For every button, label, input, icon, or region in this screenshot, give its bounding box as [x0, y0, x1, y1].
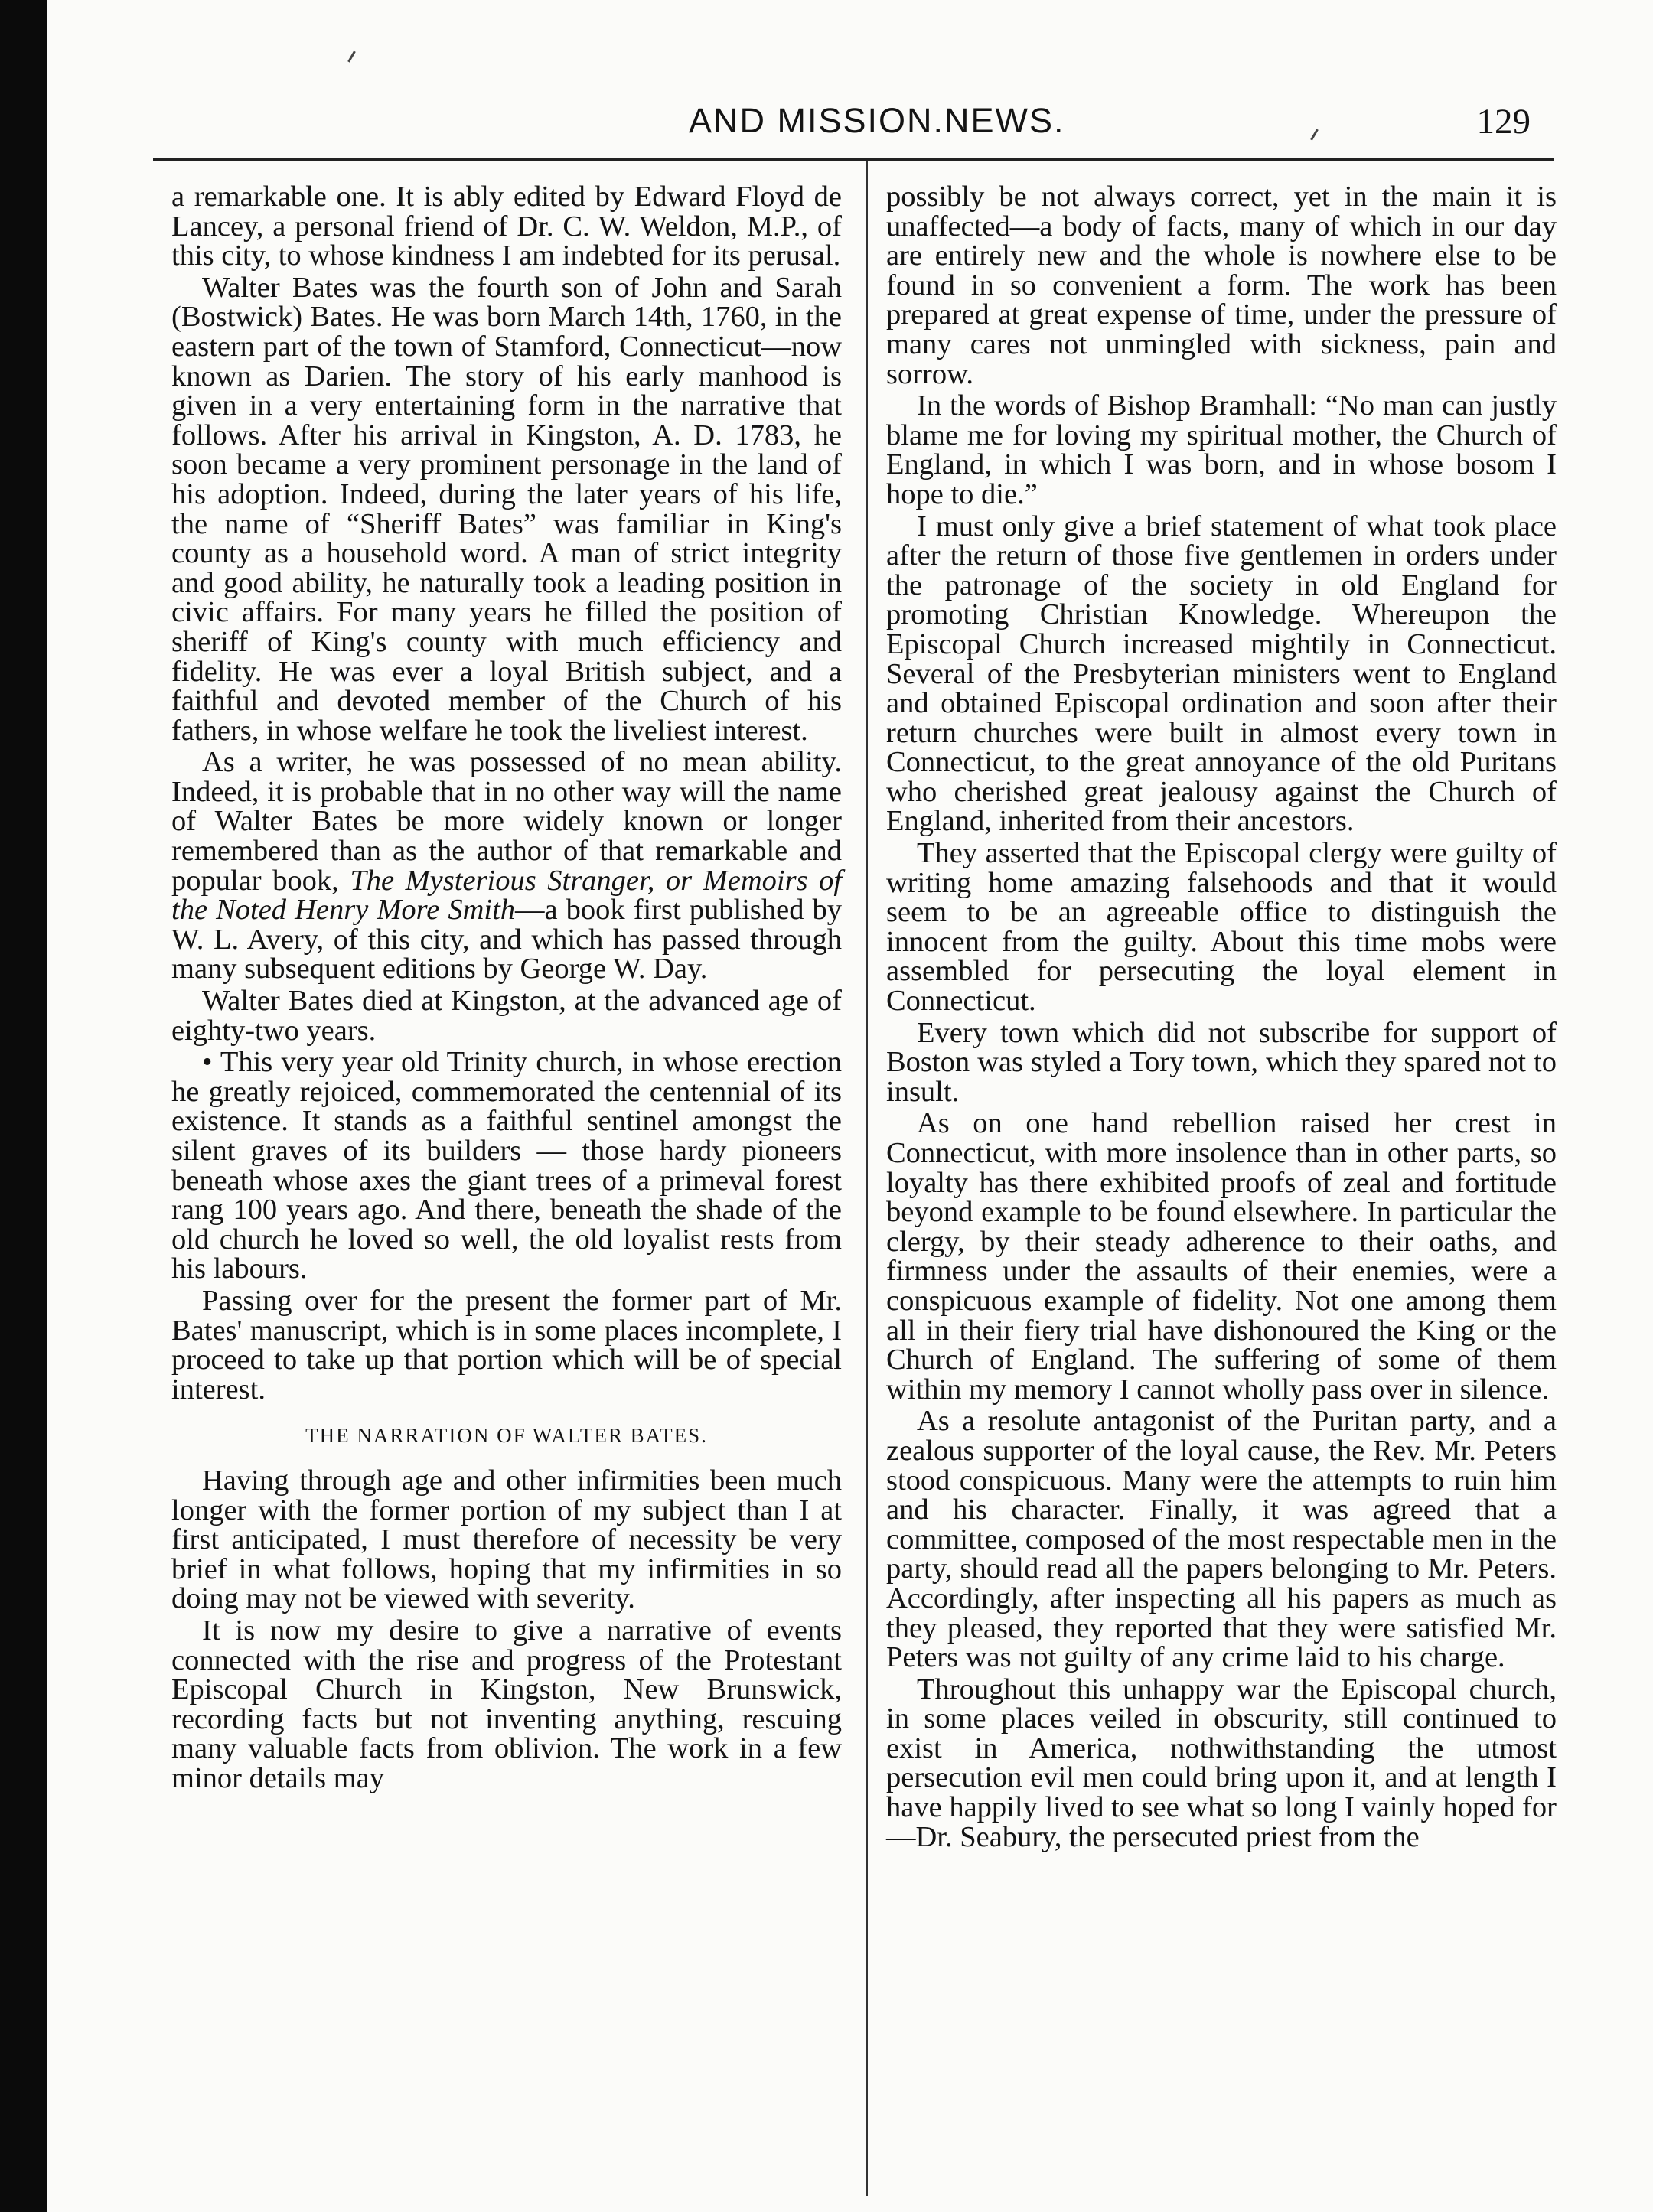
paragraph: Having through age and other infirmities been much longer with the former portion of my subject than I at first anticipated, I must therefore of necessity be very brief in what follows, hoping that my infirmities in so doing may not be viewed with severity.	[171, 1464, 842, 1615]
paragraph: possibly be not always correct, yet in the main it is unaffected—a body of facts, many of which in our day are entirely new and the whole is nowhere else to be found in so convenient a form. The work has been prepared at great expense of time, under the pressure of many cares not unmingled with sickness, pain and sorrow.	[886, 181, 1557, 390]
paragraph: It is now my desire to give a narrative of events connected with the rise and progress of the Protestant Episcopal Church in Kingston, New Brunswick, recording facts but not inventing anything, rescuing many valuable facts from oblivion. The work in a few minor details may	[171, 1614, 842, 1794]
paragraph: Walter Bates was the fourth son of John and Sarah (Bostwick) Bates. He was born March 14th, 1760, in the eastern part of the town of Stamford, Connecticut—now known as Darien. The story of his early manhood is given in a very entertaining form in the narrative that follows. After his arrival in Kingston, A. D. 1783, he soon became a very prominent personage in the land of his adoption. Indeed, during the later years of his life, the name of “Sheriff Bates” was familiar in King's county as a household word. A man of strict integrity and good ability, he naturally took a leading position in civic affairs. For many years he filled the position of sheriff of King's county with much efficiency and fidelity. He was ever a loyal British subject, and a faithful and devoted member of the Church of his fathers, in whose welfare he took the liveliest interest.	[171, 271, 842, 747]
paragraph: In the words of Bishop Bramhall: “No man can justly blame me for loving my spiritual mother, the Church of England, in which I was born, and in whose bosom I hope to die.”	[886, 389, 1557, 510]
running-head-title: AND MISSION.NEWS.	[689, 101, 1065, 140]
scan-binding-edge	[0, 0, 47, 2212]
paragraph: I must only give a brief statement of what took place after the return of those five gentlemen in orders under the patronage of the society in old England for promoting Christian Knowledge. Whereupon the Episcopal Church increased mightily in Connecticut. Several of the Presbyterian ministers went to England and obtained Episcopal ordination and soon after their return churches were built in almost every town in Connecticut, to the great annoyance of the old Puritans who cherished great jealousy against the Church of England, inherited from their ancestors.	[886, 510, 1557, 838]
paragraph-text: As a writer, he was possessed of no mean ability. Indeed, it is probable that in no other way will the name of Walter Bates be more widely known or longer remembered than as the author of that remarkable and popular book,	[171, 746, 842, 897]
paragraph: Every town which did not subscribe for support of Boston was styled a Tory town, which they spared not to insult.	[886, 1016, 1557, 1108]
column-divider	[866, 161, 868, 2196]
header-rule	[153, 158, 1554, 161]
paragraph: As a resolute antagonist of the Puritan party, and a zealous supporter of the loyal cause, the Rev. Mr. Peters stood conspicuous. Many were the attempts to ruin him and his character. Finally, it was agreed that a committee, composed of the most respectable men in the party, should read all the papers belonging to Mr. Peters. Accordingly, after inspecting all his papers as much as they pleased, they reported that they were satisfied Mr. Peters was not guilty of any crime laid to his charge.	[886, 1405, 1557, 1674]
left-column	[171, 182, 842, 1795]
section-heading: THE NARRATION OF WALTER BATES.	[305, 1424, 708, 1448]
page-number: 129	[1476, 102, 1531, 142]
paragraph: Walter Bates died at Kingston, at the advanced age of eighty-two years.	[171, 985, 842, 1047]
paragraph: As on one hand rebellion raised her crest in Connecticut, with more insolence than in other parts, so loyalty has there exhibited proofs of zeal and fortitude beyond example to be found elsewhere. In particular the clergy, by their steady adherence to their oaths, and firmness under the assaults of their enemies, were a conspicuous example of fidelity. Not one among them all in their fiery trial have dishonoured the King or the Church of England. The suffering of some of them within my memory I cannot wholly pass over in silence.	[886, 1107, 1557, 1406]
book-title: The Mysterious Stranger, or Memoirs of the Noted Henry More Smith	[171, 864, 843, 927]
right-column	[886, 182, 1557, 1854]
paragraph: They asserted that the Episcopal clergy were guilty of writing home amazing falsehoods and that it would seem to be an agreeable office to distinguish the innocent from the guilty. About this time mobs were assembled for persecuting the loyal element in Connecticut.	[886, 837, 1557, 1018]
paragraph: Throughout this unhappy war the Episcopal church, in some places veiled in obscurity, still continued to exist in America, nothwithstanding the utmost persecution evil men could bring upon it, and at length I have happily lived to see what so long I vainly hoped for—Dr. Seabury, the persecuted priest from the	[886, 1673, 1557, 1853]
paragraph-text: This very year old Trinity church, in whose erection he greatly rejoiced, commemorated the centennial of its existence. It stands as a faithful sentinel amongst the silent graves of its builders — those hardy pioneers beneath whose axes the giant trees of a primeval forest rang 100 years ago. And there, beneath the shade of the old church he loved so well, the old loyalist rests from his labours.	[171, 1046, 842, 1285]
scan-mark	[347, 50, 356, 62]
paragraph-text: —a book first published by W. L. Avery, of this city, and which has passed through many subsequent editions by George W. Day.	[171, 894, 842, 985]
paragraph: a remarkable one. It is ably edited by Edward Floyd de Lancey, a personal friend of Dr. C. W. Weldon, M.P., of this city, to whose kindness I am indebted for its perusal.	[171, 181, 842, 272]
paragraph: Passing over for the present the former part of Mr. Bates' manuscript, which is in some places incomplete, I proceed to take up that portion which will be of special interest.	[171, 1284, 842, 1406]
paragraph	[171, 1047, 842, 1284]
paragraph	[171, 748, 842, 984]
bullet-marker: •	[202, 1046, 220, 1079]
running-header	[153, 101, 1546, 155]
